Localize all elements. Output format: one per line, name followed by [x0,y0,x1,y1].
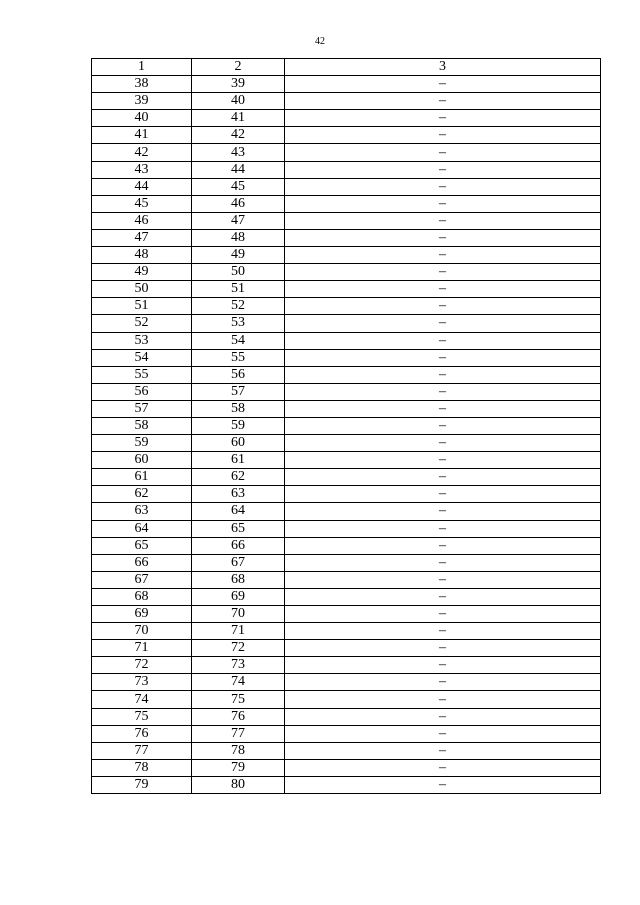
table-row [92,759,601,776]
table-cell: – [285,435,601,452]
table-cell: – [285,93,601,110]
table-cell: 77 [92,742,192,759]
table-cell: 58 [92,417,192,434]
table-cell: 40 [92,110,192,127]
table-cell: 79 [192,759,285,776]
table-cell: – [285,571,601,588]
table-cell: 78 [92,759,192,776]
column-header: 2 [192,59,285,76]
table-cell: – [285,298,601,315]
table-cell: 77 [192,725,285,742]
table-cell: 76 [92,725,192,742]
table-cell: – [285,195,601,212]
table-cell: 45 [92,195,192,212]
table-cell: 41 [192,110,285,127]
table-cell: 55 [192,349,285,366]
table-cell: 50 [92,281,192,298]
table-cell: 61 [92,469,192,486]
column-header: 1 [92,59,192,76]
table-cell: 69 [92,606,192,623]
table-cell: – [285,503,601,520]
table-row [92,161,601,178]
table-cell: 67 [92,571,192,588]
table-cell: – [285,657,601,674]
table-cell: – [285,229,601,246]
table-cell: – [285,161,601,178]
table-cell: 52 [192,298,285,315]
table-cell: 75 [192,691,285,708]
table-cell: 46 [92,212,192,229]
table-cell: 48 [192,229,285,246]
table-row [92,366,601,383]
table-cell: 53 [92,332,192,349]
table-row [92,520,601,537]
table-cell: 56 [192,366,285,383]
table-cell: 51 [192,281,285,298]
table-cell: 65 [92,537,192,554]
table-cell: 64 [192,503,285,520]
table-cell: – [285,264,601,281]
table-row [92,640,601,657]
table-cell: 62 [92,486,192,503]
table-cell: 41 [92,127,192,144]
table-cell: – [285,623,601,640]
column-header: 3 [285,59,601,76]
table-cell: – [285,725,601,742]
page-number: 42 [315,36,325,47]
table-cell: 47 [92,229,192,246]
table-cell: 72 [92,657,192,674]
table-cell: 52 [92,315,192,332]
table-cell: 49 [192,247,285,264]
table-cell: 62 [192,469,285,486]
table-row [92,281,601,298]
table-cell: 43 [192,144,285,161]
table-cell: 43 [92,161,192,178]
table-cell: 66 [192,537,285,554]
table-cell: – [285,349,601,366]
table-row [92,76,601,93]
table-cell: – [285,76,601,93]
table-row [92,486,601,503]
table-cell: 61 [192,452,285,469]
table-row [92,537,601,554]
table-cell: 68 [92,588,192,605]
table-cell: – [285,417,601,434]
table-cell: 73 [192,657,285,674]
table-cell: 72 [192,640,285,657]
table-cell: – [285,691,601,708]
table-cell: 69 [192,588,285,605]
table-cell: 49 [92,264,192,281]
table-row [92,127,601,144]
table-cell: 71 [92,640,192,657]
table-row [92,469,601,486]
table-cell: – [285,742,601,759]
table-cell: – [285,606,601,623]
table-cell: – [285,674,601,691]
table-cell: 76 [192,708,285,725]
table-cell: 46 [192,195,285,212]
table-cell: 74 [192,674,285,691]
table-row [92,383,601,400]
table-cell: 71 [192,623,285,640]
table-row [92,195,601,212]
table-cell: – [285,281,601,298]
table-row [92,229,601,246]
table-row [92,332,601,349]
table-row [92,657,601,674]
table-cell: 45 [192,178,285,195]
table-row [92,178,601,195]
table-cell: 42 [192,127,285,144]
table-cell: 55 [92,366,192,383]
table-cell: 40 [192,93,285,110]
table-cell: 54 [192,332,285,349]
table-cell: – [285,554,601,571]
table-cell: – [285,247,601,264]
table-cell: 56 [92,383,192,400]
table-cell: 58 [192,400,285,417]
table-cell: 74 [92,691,192,708]
table-body [92,59,601,794]
table-cell: 78 [192,742,285,759]
table-cell: – [285,640,601,657]
table-row [92,776,601,793]
table-cell: 39 [92,93,192,110]
table-cell: 60 [92,452,192,469]
table-cell: 63 [92,503,192,520]
table-cell: 53 [192,315,285,332]
table-row [92,144,601,161]
table-cell: 44 [92,178,192,195]
table-cell: – [285,212,601,229]
table-row [92,623,601,640]
table-cell: – [285,366,601,383]
table-cell: – [285,144,601,161]
table-cell: 57 [192,383,285,400]
table-row [92,417,601,434]
table-cell: 57 [92,400,192,417]
table-cell: 80 [192,776,285,793]
table-row [92,571,601,588]
table-row [92,93,601,110]
table-row [92,110,601,127]
table-cell: 47 [192,212,285,229]
table-cell: 60 [192,435,285,452]
table-cell: – [285,588,601,605]
data-table [91,58,601,794]
table-cell: 54 [92,349,192,366]
table-cell: – [285,127,601,144]
table-cell: 66 [92,554,192,571]
table-cell: – [285,708,601,725]
table-cell: 64 [92,520,192,537]
table-row [92,452,601,469]
table-cell: 63 [192,486,285,503]
table-cell: 39 [192,76,285,93]
table-cell: 59 [192,417,285,434]
table-row [92,742,601,759]
table-row [92,349,601,366]
table-cell: 79 [92,776,192,793]
table-cell: – [285,486,601,503]
table-row [92,212,601,229]
table-cell: 38 [92,76,192,93]
table-cell: 42 [92,144,192,161]
table-cell: 70 [92,623,192,640]
table-cell: – [285,520,601,537]
table-row [92,435,601,452]
table-cell: 75 [92,708,192,725]
table-cell: 51 [92,298,192,315]
table-row [92,315,601,332]
table-cell: 67 [192,554,285,571]
table-row [92,725,601,742]
table-cell: 50 [192,264,285,281]
table-cell: – [285,537,601,554]
table-cell: 65 [192,520,285,537]
table-row [92,708,601,725]
table-cell: – [285,469,601,486]
table-cell: 48 [92,247,192,264]
table-row [92,606,601,623]
table-cell: 68 [192,571,285,588]
table-cell: – [285,178,601,195]
table-cell: – [285,110,601,127]
table-cell: – [285,383,601,400]
table-row [92,247,601,264]
table-row [92,400,601,417]
table-row [92,503,601,520]
table-cell: 44 [192,161,285,178]
table-cell: – [285,759,601,776]
table-cell: – [285,332,601,349]
table-row [92,588,601,605]
header-row [92,59,601,76]
table-row [92,691,601,708]
table-row [92,264,601,281]
table-row [92,674,601,691]
table-cell: – [285,400,601,417]
table-cell: – [285,452,601,469]
table-cell: – [285,776,601,793]
table-cell: 73 [92,674,192,691]
table-cell: 59 [92,435,192,452]
table-cell: – [285,315,601,332]
table-row [92,554,601,571]
table-cell: 70 [192,606,285,623]
table-row [92,298,601,315]
